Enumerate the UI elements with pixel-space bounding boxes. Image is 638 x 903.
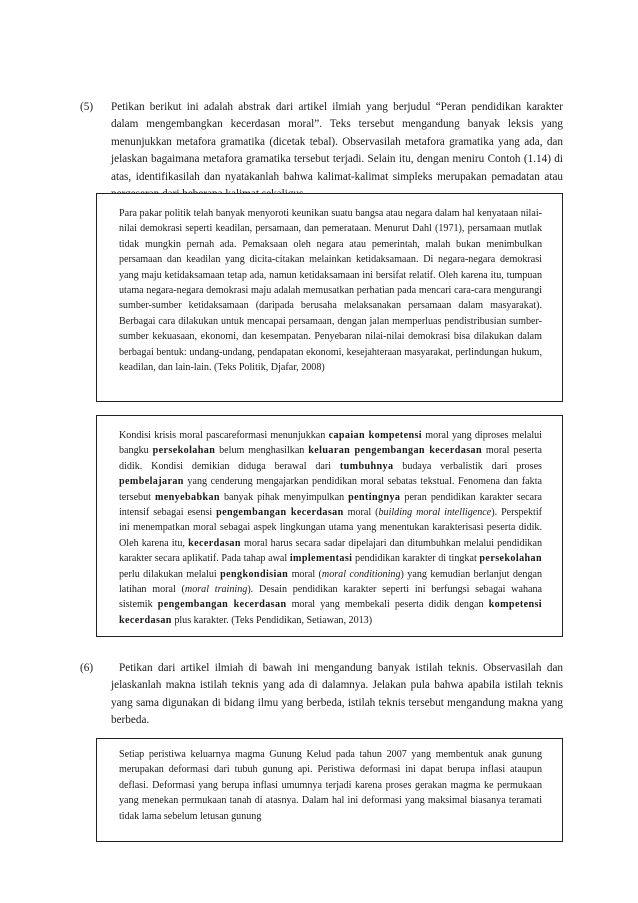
italic-term: building moral intelligence [378, 507, 492, 519]
text-segment: ). Perspektif ini menempatkan moral sebagai aspek lingkungan utama yang menentukan karakterisasi peserta didik. Oleh karena itu, [119, 507, 543, 549]
text-segment: ). Desain pendidikan karakter seperti ini berfungsi sebagai wahana sistemik [119, 584, 542, 611]
text-segment: pendidikan karakter di tingkat [352, 553, 480, 565]
question-5-number: (5) [80, 101, 94, 113]
text-segment: moral peserta didik. Kondisi demikian diduga berawal dari [119, 445, 542, 472]
text-segment: moral ( [343, 507, 379, 519]
excerpt-geology-text: Setiap peristiwa keluarnya magma Gunung Kelud pada tahun 2007 yang membentuk anak gunung merupakan deformasi dari tubuh gunung api. Peristiwa deformasi ini dapat berupa inflasi ataupun deflasi. Deformasi yang berupa inflasi umumnya terjadi karena proses gerakan magma ke permukaan yang menekan permukaan tanah di atasnya. Dalam hal ini deformasi yang maksimal biasanya teramati tidak lama sebelum letusan gunung [119, 749, 542, 822]
bold-term: kompetensi kecerdasan [119, 599, 543, 626]
excerpt-box-education [96, 415, 563, 637]
bold-term: keluaran pengembangan kecerdasan [308, 445, 483, 457]
text-segment: moral yang membekali peserta didik dengan [286, 599, 489, 611]
text-segment: moral ( [288, 568, 322, 580]
bold-term: pengembangan kecerdasan [216, 507, 344, 519]
text-segment: budaya verbalistik dari proses [393, 460, 542, 472]
bold-term: tumbuhnya [339, 460, 394, 472]
text-segment: plus karakter. (Teks Pendidikan, Setiawan, 2013) [171, 614, 373, 626]
text-segment: Kondisi krisis moral pascareformasi menunjukkan [119, 430, 329, 441]
bold-term: pengembangan kecerdasan [157, 599, 287, 611]
bold-term: persekolahan [152, 445, 216, 457]
question-6-text: Petikan dari artikel ilmiah di bawah ini mengandung banyak istilah teknis. Observasilah dan jelaskanlah makna istilah teknis yang ada di dalamnya. Jelakan pula bahwa apabila istilah teknis yang sama digunakan di bidang ilmu yang berbeda, istilah teknis tersebut mengandung makna yang berbeda. [111, 662, 563, 727]
bold-term: menyebabkan [154, 491, 220, 503]
text-segment: peran pendidikan karakter secara intensif sebagai esensi [119, 491, 542, 519]
bold-term: persekolahan [479, 553, 542, 565]
bold-term: pengkondisian [220, 568, 289, 580]
excerpt-box-politics [96, 193, 563, 402]
text-segment: moral yang diproses melalui bangku [119, 430, 542, 457]
italic-term: moral training [184, 584, 248, 596]
bold-term: pentingnya [348, 491, 401, 503]
bold-term: pembelajaran [119, 476, 184, 488]
bold-term: kecerdasan [188, 537, 241, 549]
text-segment: perlu dilakukan melalui [119, 568, 221, 580]
italic-term: moral conditioning [321, 568, 401, 580]
text-segment: yang cenderung mengajarkan pendidikan moral sebatas tekstual. Fenomena dan fakta tersebut [119, 476, 542, 503]
excerpt-box-geology [96, 738, 563, 842]
excerpt-politics-text: Para pakar politik telah banyak menyoroti keunikan suatu bangsa atau negara dalam hal kenyataan nilai-nilai demokrasi seperti keadilan, persamaan, dan pemerataan. Menurut Dahl (1971), persamaan mutlak tidak mungkin pernah ada. Pemaksaan oleh negara atau pemerintah, malah bukan menimbulkan persamaan dan keadilan yang dicita-citakan melainkan ketidaksamaan. Di negara-negara demokrasi yang maju ketidaksamaan tetap ada, namun ketidaksamaan ini bersifat relatif. Oleh karena itu, tumpuan utama negara-negara demokrasi maju adalah memusatkan perhatian pada mencari cara-cara mengurangi sumber-sumber ketidaksamaan (daripada berusaha melaksanakan persamaan dalam masyarakat). Berbagai cara dilakukan untuk mencapai persamaan, dengan jalan memperluas pendistribusian sumber-sumber kekuasaan, ekonomi, dan kesempatan. Penyebaran nilai-nilai demokrasi bisa dilakukan dalam berbagai bentuk: undang-undang, pendapatan ekonomi, kesejahteraan masyarakat, perlindungan hukum, keadilan, dan lain-lain. (Teks Politik, Djafar, 2008) [119, 208, 542, 374]
text-segment: banyak pihak menyimpulkan [219, 491, 349, 503]
bold-term: implementasi [289, 553, 353, 565]
text-segment: belum menghasilkan [215, 445, 309, 457]
text-segment: moral harus secara sadar dipelajari dan ditumbuhkan melalui pendidikan karakter secara aplikatif. Pada tahap awal [119, 537, 543, 565]
question-6-number: (6) [80, 662, 94, 674]
text-segment: ) yang kemudian berlanjut dengan latihan moral ( [119, 568, 543, 596]
bold-term: capaian kompetensi [328, 430, 422, 441]
question-5-text: Petikan berikut ini adalah abstrak dari artikel ilmiah yang berjudul “Peran pendidikan karakter dalam mengembangkan kecerdasan moral”. Teks tersebut mengandung banyak leksis yang menunjukkan metafora gramatika (dicetak tebal). Observasilah metafora gramatika yang ada, dan jelaskan bagaimana metafora gramatika tersebut terjadi. Selain itu, dengan meniru Contoh (1.14) di atas, identifikasilah dan nyatakanlah bahwa kalimat-kalimat simpleks merupakan pemadatan atau [111, 101, 563, 183]
excerpt-education-text [119, 428, 542, 628]
